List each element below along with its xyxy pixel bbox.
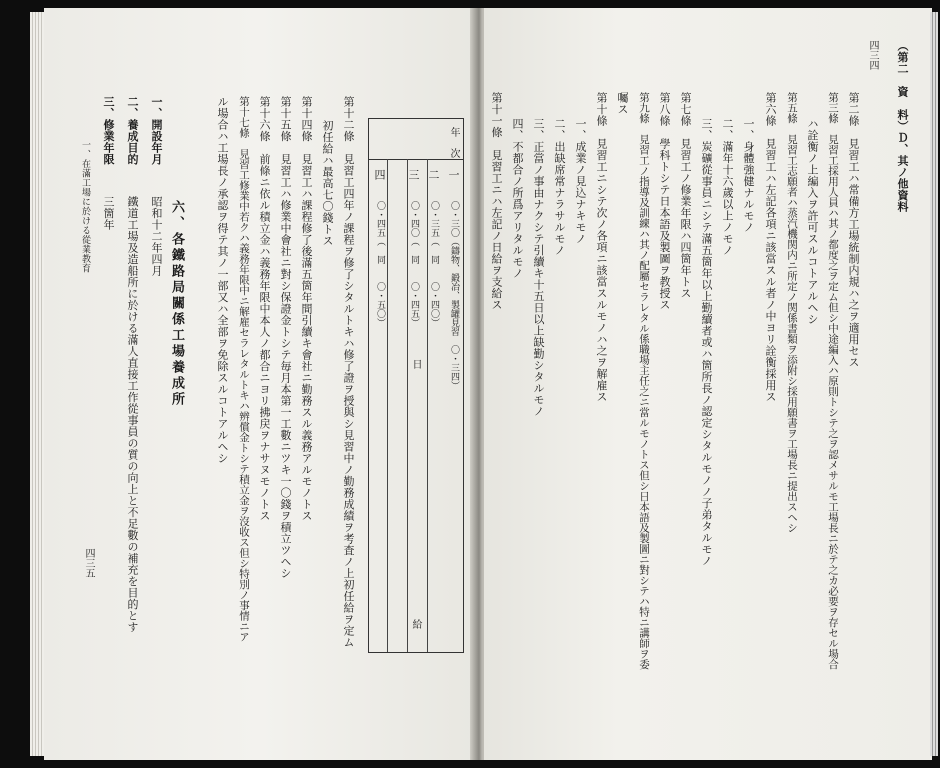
table-row-pay: 〇・四五（ 同 〇・五〇）	[375, 201, 385, 327]
table-header-daily: 日	[410, 359, 421, 370]
left-col-6: 第十七條 見習工修業中若クハ義務年限中ニ解雇セラレタルトキハ辨償金トシテ積立金ヲ沒收ス但シ特別ノ事情ニア	[238, 96, 250, 642]
right-col-15: 三、正當ノ事由ナクシテ引續キ十五日以上缺勤シタルモノ	[532, 118, 545, 417]
right-col-13: 一、成業ノ見込ナキモノ	[574, 118, 587, 245]
left-col-3: 第十四條 見習工ハ課程修了後滿五箇年間引續キ會社ニ勤務スル義務アルモノトス	[300, 96, 313, 522]
section-title: 六、各鐵路局關係工場養成所	[169, 200, 184, 408]
left-col-7: ル場合ハ工場長ノ承認ヲ得テ其ノ一部又ハ全部ヲ免除スルコトアルヘシ	[216, 96, 229, 464]
table-row-pay: 〇・三五（ 同 〇・四〇）	[429, 201, 439, 327]
right-col-8: 第七條 見習工ノ修業年限ハ四箇年トス	[679, 92, 692, 299]
right-col-14: 二、出缺席常ナラサルモノ	[553, 118, 566, 256]
table-row-year: 三	[407, 169, 420, 181]
right-col-17: 第十一條 見習工ニハ左記ノ日給ヲ支給ス	[490, 92, 503, 311]
right-col-1: 第三條 見習工採用人員ハ其ノ都度之ヲ定ム但シ中途編入ハ原則トシテ之ヲ認メサルモ工場長ニ於テ之カ必要ヲ存セル場合	[827, 92, 839, 670]
right-col-10: 第九條 見習工ノ指導及訓練ハ其ノ配屬セラレタル係職場主任之ニ當ルモノトス但シ日本語及製圖ニ對シテハ特ニ講師ヲ委	[638, 92, 650, 670]
left-col-4: 第十五條 見習工ハ修業中會社ニ對シ保證金トシテ毎月本第一工數ニツキ一〇錢ヲ積立ツヘシ	[279, 96, 292, 579]
item-label: 三、修業年限	[102, 96, 115, 165]
page-stack-edge-right	[930, 12, 938, 756]
left-page-number: 四三五	[83, 548, 94, 578]
item-value: 鐵道工場及造船所に於ける滿人直接工作從事員の質の向上と不足數の補充を目的とす	[126, 196, 139, 633]
item-label: 二、養成目的	[126, 96, 139, 165]
left-col-0: 第十二條 見習工四年ノ課程ヲ修了シタルトキハ修了證ヲ授與シ見習中ノ勤務成績ヲ考査ノ上初任給ヲ定ム	[342, 96, 355, 648]
item-value: 三箇年	[102, 196, 115, 231]
table-col-rule	[387, 159, 388, 652]
left-col-5: 第十六條 前條ニ依ル積立金ハ義務年限中本人ノ都合ニヨリ拂戻ヲナサヌモノトス	[258, 96, 271, 522]
right-col-11: 囑ス	[616, 92, 629, 115]
table-row-pay: 〇・四〇（ 同 〇・四五）	[409, 201, 419, 327]
right-col-9: 第八條 學科トシテ日本語及製圖ヲ教授ス	[658, 92, 671, 311]
right-col-0: 第二條 見習工ハ常備方工場統制内規ハ之ヲ適用セス	[847, 92, 860, 368]
subsection-heading: 一、在滿工場に於ける從業教育	[80, 140, 90, 273]
table-row-year: 二	[427, 169, 440, 181]
right-col-16: 四、不都合ノ所爲アリタルモノ	[511, 118, 524, 279]
left-col-1: 初任給ハ最高七〇錢トス	[321, 120, 334, 247]
table-row-year: 一	[447, 169, 460, 181]
right-col-6: 二、滿年十六歲以上ノモノ	[721, 118, 734, 256]
right-page-number: 四三四	[867, 40, 878, 70]
table-row-year: 四	[373, 169, 386, 181]
right-col-4: 第六條 見習工ハ左記各項ニ該當スル者ノ中ヨリ詮衡採用ス	[764, 92, 777, 403]
daily-pay-table	[368, 118, 464, 653]
table-header-pay: 給	[410, 619, 421, 630]
right-col-3: 第五條 見習工志願者ハ蒸汽機関内ニ所定ノ関係書類ヲ添附シ採用願書ヲ工場長ニ提出スヘシ	[786, 92, 798, 533]
right-col-5: 一、身體強健ナルモノ	[742, 118, 755, 233]
table-header-year: 年 次	[448, 127, 459, 159]
right-col-7: 三、炭礦從事員ニシテ滿五箇年以上勤續者或ハ箇所長ノ認定シタルモノノ子弟タルモノ	[700, 118, 713, 567]
right-running-head: （第二 資 料）Ｄ、其ノ他資料	[896, 40, 909, 213]
item-label: 一、開設年月	[150, 96, 163, 165]
right-col-2: ハ詮衡ノ上編入ヲ許可スルコトアルヘシ	[806, 118, 819, 325]
item-value: 昭和十二年四月	[150, 196, 163, 277]
right-col-12: 第十條 見習工ニシテ次ノ各項ニ該當スルモノハ之ヲ解雇ス	[595, 92, 608, 403]
table-row-pay: 〇・三〇（鑄物、鍛冶、製罐見習 〇・三四）	[449, 201, 459, 390]
table-header-rule	[369, 159, 463, 160]
